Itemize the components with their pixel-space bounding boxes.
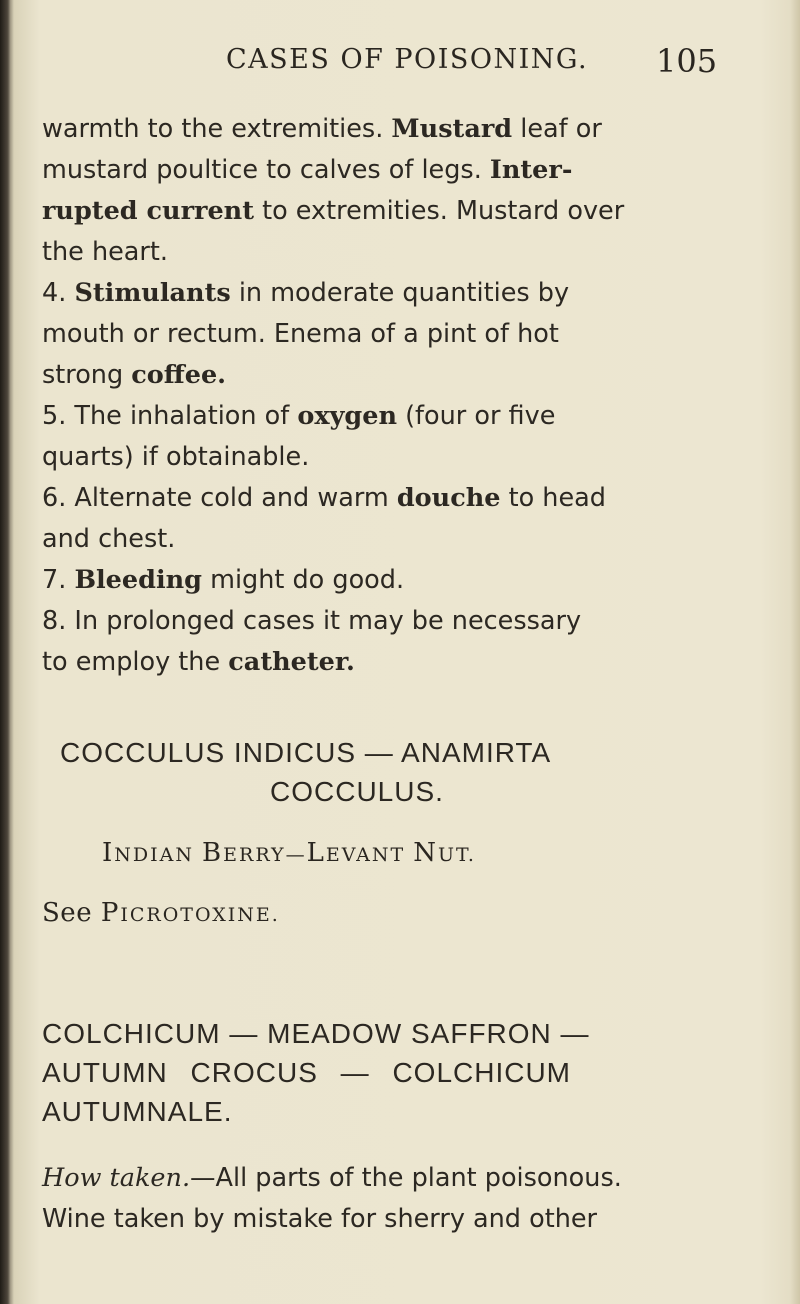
running-header [226, 42, 726, 80]
how-taken-label: How taken. [42, 1163, 191, 1193]
section-heading-colchicum-end: AUTUMNALE. [42, 1096, 233, 1127]
text-line: rupted current to extremities. Mustard over [42, 196, 625, 226]
text-line: Wine taken by mistake for sherry and other [42, 1204, 598, 1234]
section-heading-cocculus-cont: COCCULUS. [270, 776, 444, 807]
text-line: 5. The inhalation of oxygen (four or five [42, 401, 556, 431]
text-line: strong coffee. [42, 360, 227, 390]
running-title: CASES OF POISONING. [226, 44, 589, 75]
text-line: and chest. [42, 524, 176, 554]
page-number: 105 [656, 42, 718, 80]
text-line: mouth or rectum. Enema of a pint of hot [42, 319, 559, 349]
text-line: 4. Stimulants in moderate quantities by [42, 278, 570, 308]
section-heading-cocculus: COCCULUS INDICUS — ANAMIRTA [60, 737, 552, 768]
section-heading-colchicum: COLCHICUM — MEADOW SAFFRON — [42, 1018, 590, 1049]
text-line: 8. In prolonged cases it may be necessary [42, 606, 582, 636]
text-line: 7. Bleeding might do good. [42, 565, 405, 595]
section-heading-colchicum-cont: AUTUMN CROCUS — COLCHICUM [42, 1057, 571, 1088]
text-line: warmth to the extremities. Mustard leaf or [42, 114, 602, 144]
cross-reference: See PICROTOXINE. [42, 898, 280, 928]
text-line: How taken.—All parts of the plant poisonous. [42, 1163, 622, 1193]
text-line: the heart. [42, 237, 169, 267]
page-gutter [0, 0, 10, 1304]
text-line: quarts) if obtainable. [42, 442, 310, 472]
text-line: mustard poultice to calves of legs. Inter- [42, 155, 573, 185]
text-line: to employ the catheter. [42, 647, 355, 677]
text-line: 6. Alternate cold and warm douche to head [42, 483, 606, 513]
synonyms-line: INDIAN BERRY—LEVANT NUT. [102, 838, 476, 868]
